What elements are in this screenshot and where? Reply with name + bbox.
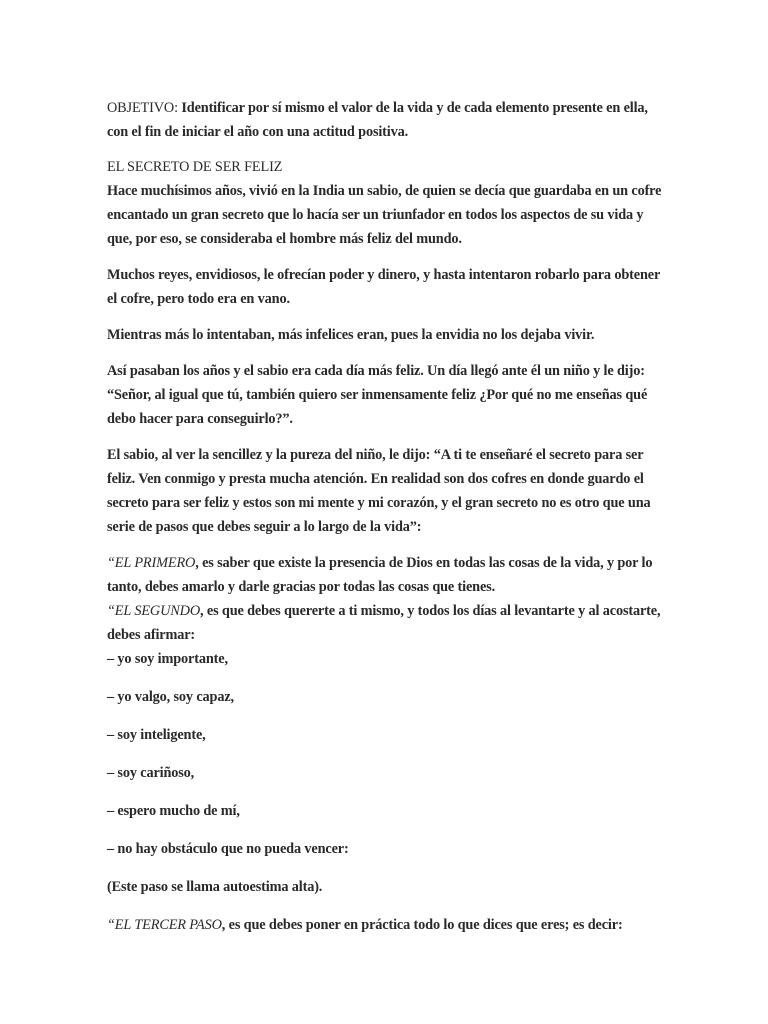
- story-paragraph: El sabio, al ver la sencillez y la pureza del niño, le dijo: “A ti te enseñaré el secreto para ser feliz. Ven conmigo y presta mucha atención. En realidad son dos cofres en donde guardo el secreto para ser feliz y estos son mi mente y mi corazón, y el gran secreto no es otro que una serie de pasos que debes seguir a lo largo de la vida”:: [107, 447, 651, 535]
- objective-label: OBJETIVO:: [107, 100, 178, 116]
- autoestima-note: (Este paso se llama autoestima alta).: [107, 879, 323, 895]
- affirmation-item: – no hay obstáculo que no pueda vencer:: [107, 841, 349, 857]
- step-two-text: , es que debes quererte a ti mismo, y todos los días al levantarte y al acostarte, debes afirmar:: [107, 603, 661, 643]
- step-two-lead: “EL SEGUNDO: [107, 603, 201, 619]
- affirmation-item: – soy inteligente,: [107, 727, 206, 743]
- affirmation-item: – espero mucho de mí,: [107, 803, 240, 819]
- step-three-paragraph: [107, 913, 667, 937]
- story-paragraph: Así pasaban los años y el sabio era cada día más feliz. Un día llegó ante él un niño y le dijo: “Señor, al igual que tú, también quiero ser inmensamente feliz ¿Por qué no me enseñas qué debo hacer para conseguirlo?”.: [107, 363, 648, 427]
- objective-paragraph: [107, 96, 667, 144]
- step-one-paragraph: [107, 551, 667, 599]
- affirmation-item: – yo soy importante,: [107, 651, 228, 667]
- story-paragraph: Mientras más lo intentaban, más infelices eran, pues la envidia no los dejaba vivir.: [107, 327, 595, 343]
- affirmation-item: – yo valgo, soy capaz,: [107, 689, 234, 705]
- step-two-paragraph: [107, 599, 667, 647]
- objective-text: Identificar por sí mismo el valor de la vida y de cada elemento presente en ella, con el fin de iniciar el año con una actitud positiva.: [107, 100, 648, 140]
- story-paragraph: Muchos reyes, envidiosos, le ofrecían poder y dinero, y hasta intentaron robarlo para obtener el cofre, pero todo era en vano.: [107, 267, 660, 307]
- document-page: [107, 96, 667, 937]
- story-title: EL SECRETO DE SER FELIZ: [107, 159, 283, 175]
- step-one-lead: “EL PRIMERO: [107, 555, 196, 571]
- step-one-text: , es saber que existe la presencia de Dios en todas las cosas de la vida, y por lo tanto, debes amarlo y darle gracias por todas las cosas que tienes.: [107, 555, 653, 595]
- affirmation-item: – soy cariñoso,: [107, 765, 195, 781]
- step-three-lead: “EL TERCER PASO: [107, 917, 222, 933]
- step-three-text: , es que debes poner en práctica todo lo que dices que eres; es decir:: [221, 917, 623, 933]
- story-paragraph: Hace muchísimos años, vivió en la India un sabio, de quien se decía que guardaba en un cofre encantado un gran secreto que lo hacía ser un triunfador en todos los aspectos de su vida y que, por eso, se consideraba el hombre más feliz del mundo.: [107, 183, 662, 247]
